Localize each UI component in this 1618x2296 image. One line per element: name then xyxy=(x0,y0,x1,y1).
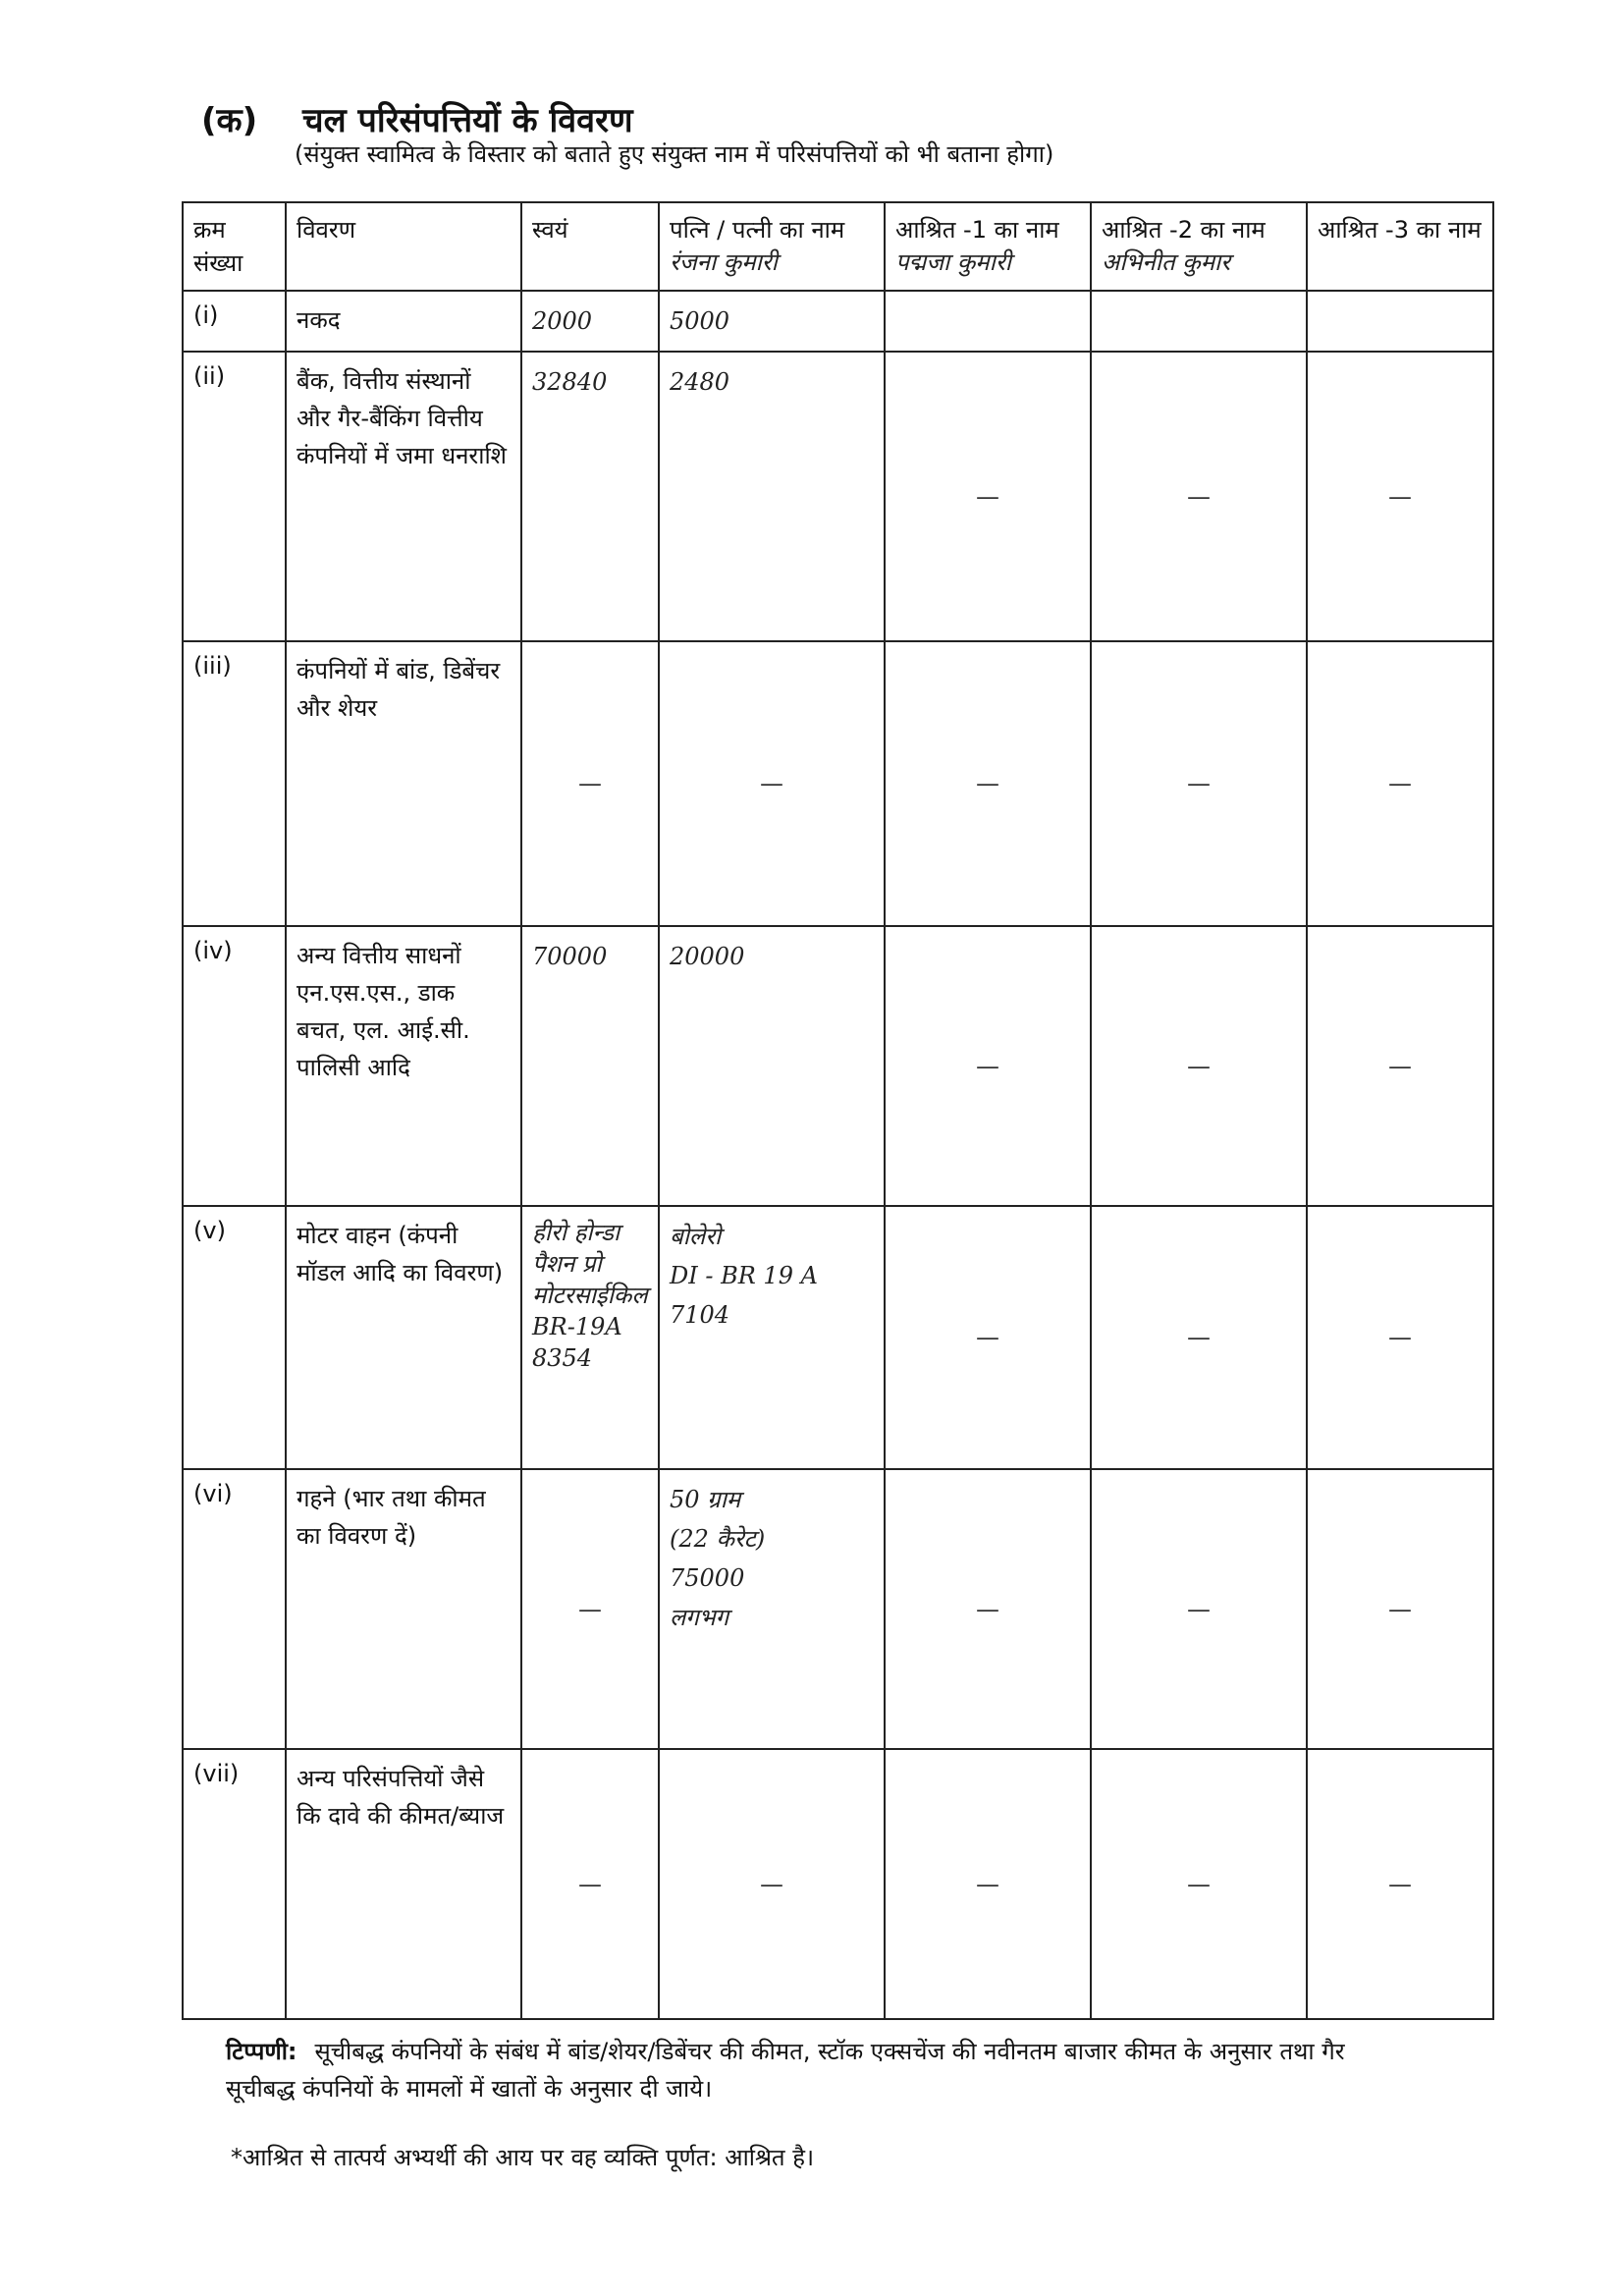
header-description: विवरण xyxy=(286,202,521,291)
row-dependent-2-value: — xyxy=(1091,1206,1307,1469)
header-serial: क्रम संख्या xyxy=(183,202,286,291)
table-header-row xyxy=(183,202,1493,291)
row-dependent-1-value: — xyxy=(885,1469,1091,1749)
row-spouse-value: 5000 xyxy=(659,291,885,352)
row-dependent-3-value: — xyxy=(1307,1206,1493,1469)
row-self-value: हीरो होन्डा पैशन प्रो मोटरसाईकिल BR-19A 8354 xyxy=(521,1206,659,1469)
row-serial: (iv) xyxy=(183,926,286,1206)
row-description: नकद xyxy=(286,291,521,352)
section-heading xyxy=(201,96,633,141)
table-row xyxy=(183,1206,1493,1469)
table-row xyxy=(183,291,1493,352)
table-row xyxy=(183,641,1493,926)
header-dependent-2-label: आश्रित -2 का नाम xyxy=(1102,216,1266,244)
row-dependent-1-value: — xyxy=(885,1206,1091,1469)
row-dependent-3-value xyxy=(1307,291,1493,352)
header-dependent-1-name: पद्मजा कुमारी xyxy=(895,248,1011,276)
row-spouse-value: 50 ग्राम (22 कैरेट) 75000 लगभग xyxy=(659,1469,885,1749)
row-description: गहने (भार तथा कीमत का विवरण दें) xyxy=(286,1469,521,1749)
note-label: टिप्पणी: xyxy=(226,2038,297,2065)
row-description: बैंक, वित्तीय संस्थानों और गैर-बैंकिंग वित्तीय कंपनियों में जमा धनराशि xyxy=(286,352,521,641)
movable-assets-table xyxy=(182,201,1494,2020)
row-serial: (iii) xyxy=(183,641,286,926)
row-spouse-value: — xyxy=(659,641,885,926)
row-dependent-3-value: — xyxy=(1307,352,1493,641)
section-title: चल परिसंपत्तियों के विवरण xyxy=(302,101,633,140)
row-dependent-3-value: — xyxy=(1307,926,1493,1206)
row-serial: (vii) xyxy=(183,1749,286,2019)
row-description: अन्य वित्तीय साधनों एन.एस.एस., डाक बचत, एल. आई.सी. पालिसी आदि xyxy=(286,926,521,1206)
section-subheading: (संयुक्त स्वामित्व के विस्तार को बताते हुए संयुक्त नाम में परिसंपत्तियों को भी बताना होगा) xyxy=(295,140,1054,168)
row-self-value: 2000 xyxy=(521,291,659,352)
row-self-value: — xyxy=(521,1749,659,2019)
row-serial: (vi) xyxy=(183,1469,286,1749)
table-row xyxy=(183,352,1493,641)
row-dependent-2-value: — xyxy=(1091,352,1307,641)
row-spouse-value: 20000 xyxy=(659,926,885,1206)
row-dependent-2-value: — xyxy=(1091,1469,1307,1749)
section-number: (क) xyxy=(201,101,258,140)
row-dependent-1-value: — xyxy=(885,926,1091,1206)
row-dependent-1-value xyxy=(885,291,1091,352)
header-dependent-1-label: आश्रित -1 का नाम xyxy=(895,216,1059,244)
header-spouse-label: पत्नि / पत्नी का नाम xyxy=(670,216,845,244)
footnote: *आश्रित से तात्पर्य अभ्यर्थी की आय पर वह व्यक्ति पूर्णत: आश्रित है। xyxy=(231,2144,815,2171)
table-row xyxy=(183,1469,1493,1749)
row-spouse-value: 2480 xyxy=(659,352,885,641)
header-spouse-name: रंजना कुमारी xyxy=(670,248,778,276)
row-self-value: — xyxy=(521,1469,659,1749)
row-serial: (ii) xyxy=(183,352,286,641)
header-dependent-3: आश्रित -3 का नाम xyxy=(1307,202,1493,291)
header-spouse xyxy=(659,202,885,291)
row-dependent-3-value: — xyxy=(1307,1749,1493,2019)
row-serial: (v) xyxy=(183,1206,286,1469)
row-dependent-3-value: — xyxy=(1307,1469,1493,1749)
row-dependent-2-value: — xyxy=(1091,1749,1307,2019)
row-dependent-2-value: — xyxy=(1091,641,1307,926)
note xyxy=(226,2033,1404,2107)
row-dependent-1-value: — xyxy=(885,641,1091,926)
row-description: अन्य परिसंपत्तियों जैसे कि दावे की कीमत/ब्याज xyxy=(286,1749,521,2019)
row-spouse-value: — xyxy=(659,1749,885,2019)
header-self: स्वयं xyxy=(521,202,659,291)
row-dependent-2-value: — xyxy=(1091,926,1307,1206)
table-row xyxy=(183,1749,1493,2019)
table-row xyxy=(183,926,1493,1206)
row-description: मोटर वाहन (कंपनी मॉडल आदि का विवरण) xyxy=(286,1206,521,1469)
row-dependent-1-value: — xyxy=(885,1749,1091,2019)
row-self-value: 32840 xyxy=(521,352,659,641)
row-self-value: 70000 xyxy=(521,926,659,1206)
row-spouse-value: बोलेरो DI - BR 19 A 7104 xyxy=(659,1206,885,1469)
row-dependent-2-value xyxy=(1091,291,1307,352)
header-dependent-2 xyxy=(1091,202,1307,291)
row-description: कंपनियों में बांड, डिबेंचर और शेयर xyxy=(286,641,521,926)
row-dependent-1-value: — xyxy=(885,352,1091,641)
row-self-value: — xyxy=(521,641,659,926)
header-dependent-2-name: अभिनीत कुमार xyxy=(1102,248,1231,276)
header-dependent-1 xyxy=(885,202,1091,291)
note-text: सूचीबद्ध कंपनियों के संबंध में बांड/शेयर/डिबेंचर की कीमत, स्टॉक एक्सचेंज की नवीनतम बाजार कीमत के अनुसार तथा गैर सूचीबद्ध कंपनियों के मामलों में खातों के अनुसार दी जाये। xyxy=(226,2038,1345,2103)
row-serial: (i) xyxy=(183,291,286,352)
row-dependent-3-value: — xyxy=(1307,641,1493,926)
